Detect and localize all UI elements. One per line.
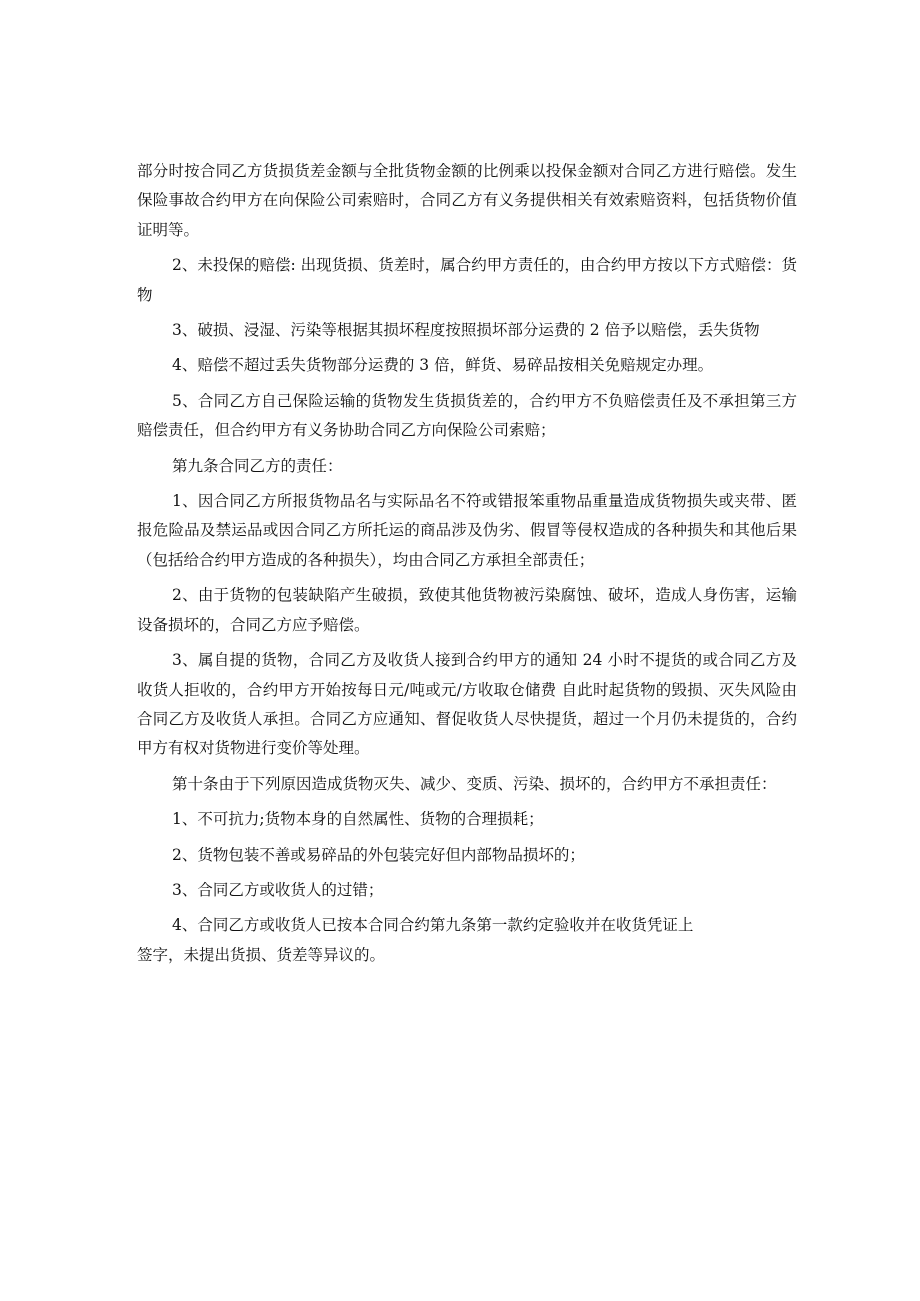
paragraph-uninsured-compensation: 2、未投保的赔偿: 出现货损、货差时，属合约甲方责任的，由合约甲方按以下方式赔偿：货物	[137, 256, 797, 304]
paragraph-self-insured: 5、合同乙方自己保险运输的货物发生货损货差的，合约甲方不负赔偿责任及不承担第三方赔偿责任，但合约甲方有义务协助合同乙方向保险公司索赔；	[137, 391, 797, 440]
paragraph-false-declaration: 1、因合同乙方所报货物品名与实际品名不符或错报笨重物品重量造成货物损失或夹带、匿报危险品及禁运品或因合同乙方所托运的商品涉及伪劣、假冒等侵权造成的各种损失和其他后果（包括给合约甲方造成的各种损失），均由合同乙方承担全部责任；	[137, 492, 797, 569]
document-body	[137, 157, 797, 976]
paragraph-insurance-compensation: 部分时按合同乙方货损货差金额与全批货物金额的比例乘以投保金额对合同乙方进行赔偿。发生保险事故合约甲方在向保险公司索赔时，合同乙方有义务提供相关有效索赔资料，包括货物价值证明等。	[137, 162, 797, 239]
paragraph-packaging-defect: 2、由于货物的包装缺陷产生破损，致使其他货物被污染腐蚀、破坏，造成人身伤害，运输设备损坏的，合同乙方应予赔偿。	[137, 586, 797, 634]
heading-article-ten: 第十条由于下列原因造成货物灭失、减少、变质、污染、损坏的，合约甲方不承担责任：	[172, 774, 777, 793]
paragraph-self-pickup: 3、属自提的货物，合同乙方及收货人接到合约甲方的通知 24 小时不提货的或合同乙方及收货人拒收的，合约甲方开始按每日元/吨或元/方收取仓储费 自此时起货物的毁损、灭失风险由合同乙方及收货人承担。合同乙方应通知、督促收货人尽快提货，超过一个月仍未提货的，合约甲方有权对货物进行变价等处理。	[137, 651, 797, 758]
paragraph-accepted-goods: 4、合同乙方或收货人已按本合同合约第九条第一款约定验收并在收货凭证上	[172, 916, 694, 935]
paragraph-damage-compensation: 3、破损、浸湿、污染等根据其损坏程度按照损坏部分运费的 2 倍予以赔偿，丢失货物	[172, 321, 760, 340]
paragraph-party-fault: 3、合同乙方或收货人的过错；	[172, 880, 384, 899]
heading-article-nine: 第九条合同乙方的责任：	[172, 456, 343, 475]
paragraph-compensation-limit: 4、赔偿不超过丢失货物部分运费的 3 倍，鲜货、易碎品按相关免赔规定办理。	[172, 356, 714, 375]
paragraph-accepted-goods-continued: 签字，未提出货损、货差等异议的。	[137, 945, 386, 964]
paragraph-poor-packaging: 2、货物包装不善或易碎品的外包装完好但内部物品损坏的；	[172, 845, 585, 864]
paragraph-force-majeure: 1、不可抗力;货物本身的自然属性、货物的合理损耗；	[172, 810, 544, 829]
